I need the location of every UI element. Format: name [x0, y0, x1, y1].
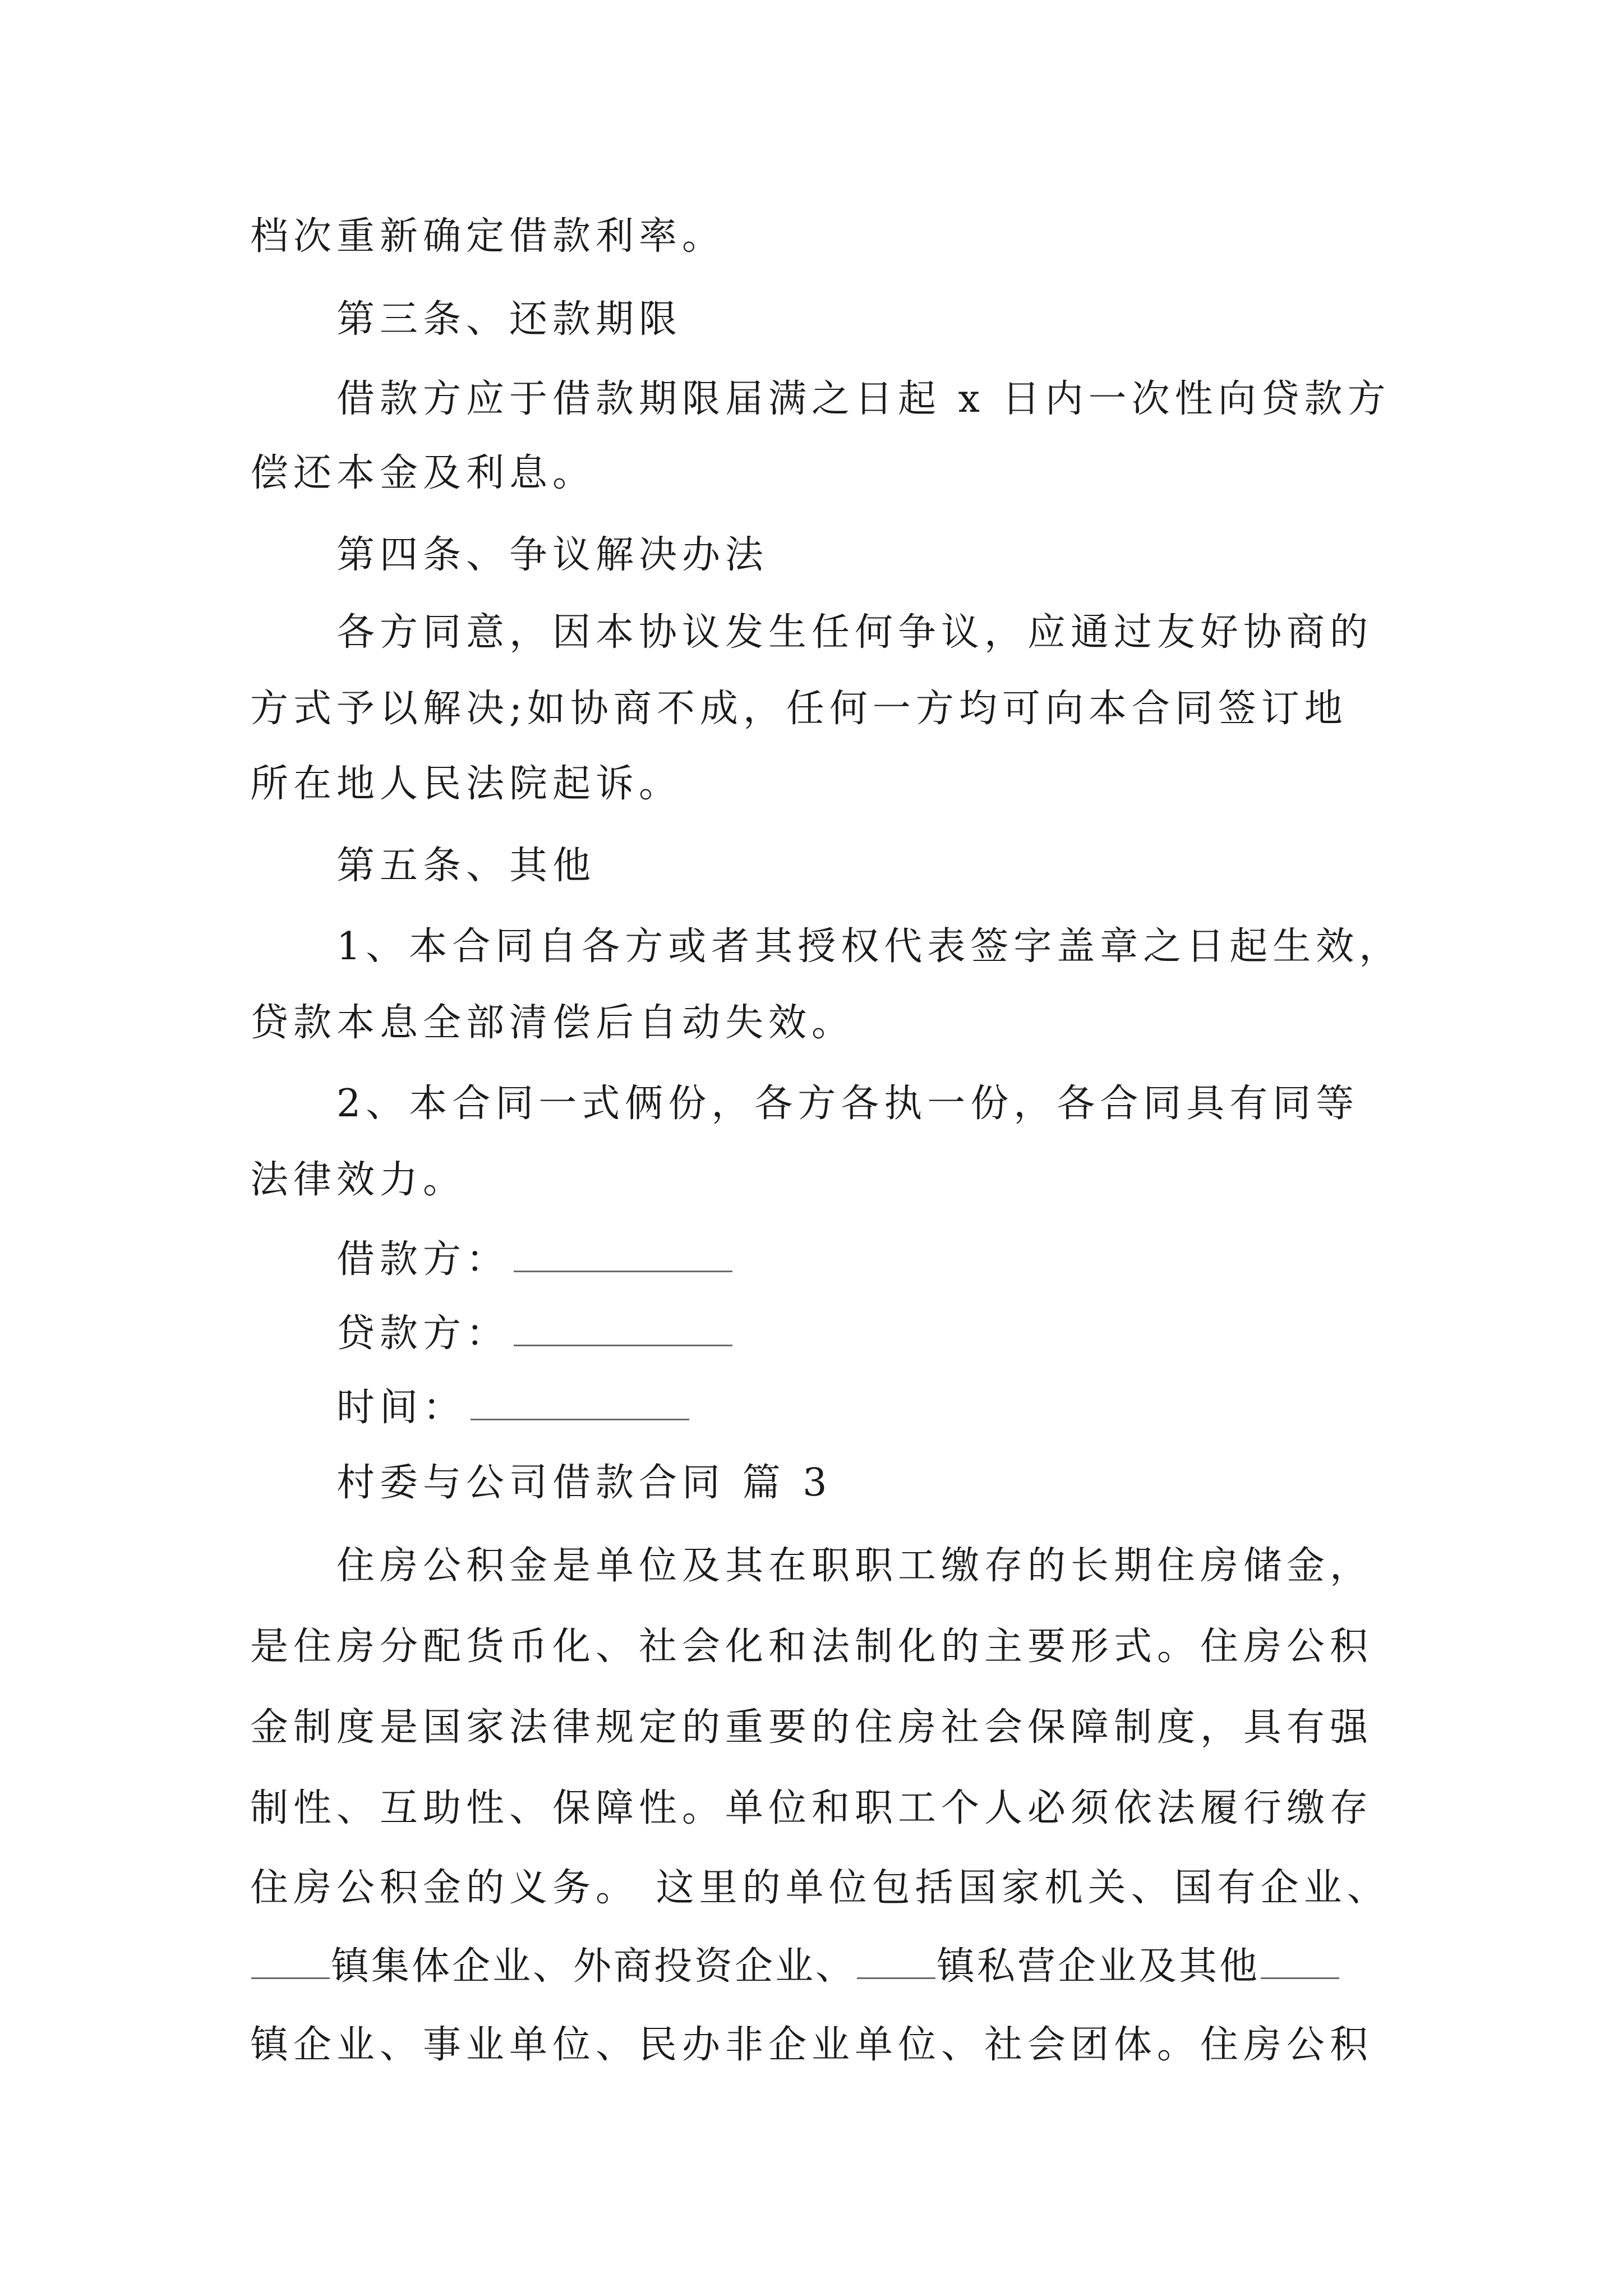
- borrower-blank: [514, 1238, 732, 1272]
- text-segment: 镇集体企业、外商投资企业、: [331, 1944, 856, 1989]
- time-signature-line: [336, 1386, 689, 1430]
- inline-blank: [251, 1945, 330, 1979]
- lender-label: 贷款方：: [336, 1312, 510, 1356]
- text-segment: 镇私营企业及其他: [937, 1944, 1260, 1989]
- inline-blank: [1261, 1945, 1339, 1979]
- borrower-signature-line: [336, 1237, 732, 1282]
- time-label: 时间：: [336, 1386, 467, 1430]
- lender-signature-line: [336, 1312, 732, 1356]
- clause-heading: 第四条、争议解决办法: [336, 533, 769, 577]
- borrower-label: 借款方：: [336, 1237, 510, 1282]
- text-line: 贷款本息全部清偿后自动失效。: [250, 1001, 855, 1045]
- text-line: 金制度是国家法律规定的重要的住房社会保障制度，具有强: [250, 1705, 1373, 1750]
- text-line: 1、本合同自各方或者其授权代表签字盖章之日起生效，: [336, 924, 1403, 969]
- clause-heading: 第五条、其他: [336, 844, 596, 888]
- text-line: 档次重新确定借款利率。: [250, 214, 726, 259]
- text-line: 借款方应于借款期限届满之日起 x 日内一次性向贷款方: [336, 377, 1391, 421]
- text-line: 方式予以解决;如协商不成，任何一方均可向本合同签订地: [250, 687, 1348, 731]
- text-line: 各方同意，因本协议发生任何争议，应通过友好协商的: [336, 610, 1373, 655]
- text-line: 所在地人民法院起诉。: [250, 762, 683, 806]
- text-line: 制性、互助性、保障性。单位和职工个人必须依法履行缴存: [250, 1786, 1373, 1830]
- section-title: 村委与公司借款合同 篇 3: [336, 1461, 832, 1505]
- text-line: 偿还本金及利息。: [250, 451, 596, 495]
- inline-blank: [857, 1945, 935, 1979]
- text-line: 住房公积金是单位及其在职职工缴存的长期住房储金，: [336, 1544, 1373, 1588]
- text-line: 镇企业、事业单位、民办非企业单位、社会团体。住房公积: [250, 2023, 1373, 2067]
- clause-heading: 第三条、还款期限: [336, 297, 683, 342]
- blank-text-line: [250, 1944, 1339, 1989]
- time-blank: [471, 1386, 689, 1420]
- text-line: 住房公积金的义务。 这里的单位包括国家机关、国有企业、: [250, 1866, 1390, 1910]
- text-line: 2、本合同一式俩份，各方各执一份，各合同具有同等: [336, 1082, 1359, 1126]
- text-line: 法律效力。: [250, 1158, 467, 1202]
- lender-blank: [514, 1312, 732, 1346]
- text-line: 是住房分配货币化、社会化和法制化的主要形式。住房公积: [250, 1625, 1373, 1669]
